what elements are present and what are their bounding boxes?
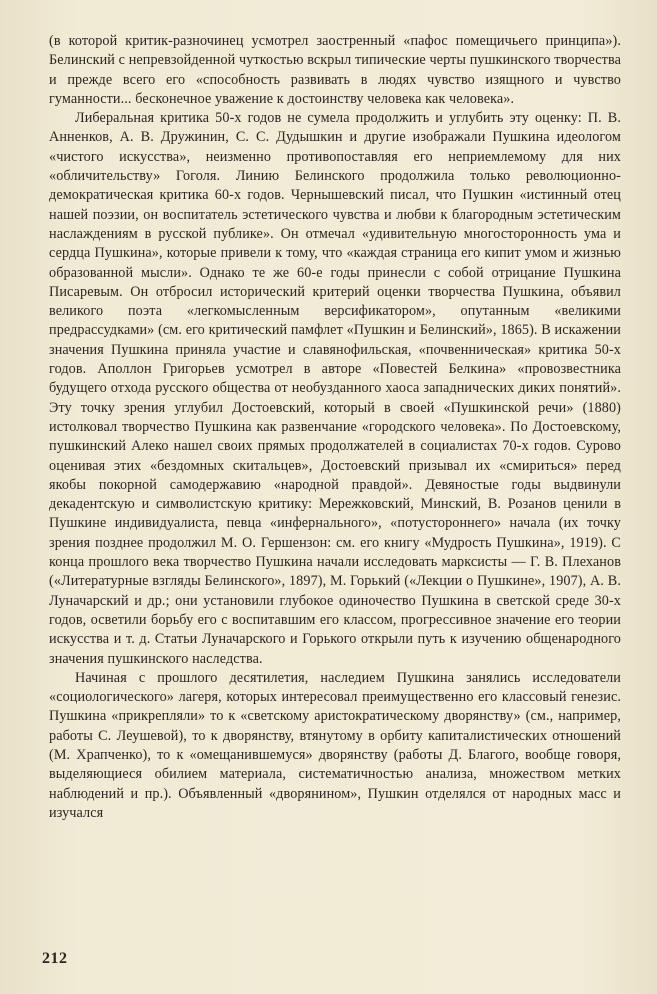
paragraph-2: Либеральная критика 50-х годов не сумела продолжить и углубить эту оценку: П. В. Анненков, А. В. Дружинин, С. С. Дудышкин и другие изображали Пушкина идеологом «чистого искусства», неизменно противопоставляя его неприемлемому для них «обличительству» Гоголя. Линию Белинского продолжила только революционно-демократическая критика 60-х годов. Чернышевский писал, что Пушкин «истинный отец нашей поэзии, он воспитатель эстетического чувства и любви к благородным эстетическим наслаждениям в русской публике». Он отмечал «удивительную многосторонность ума и сердца Пушкина», которые привели к тому, что «каждая страница его кипит умом и жизнью образованной мысли». Однако те же 60-е годы принесли с собой отрицание Пушкина Писаревым. Он отбросил исторический критерий оценки творчества Пушкина, объявил великого поэта «легкомысленным версификатором», опутанным «великими предрассудками» (см. его критический памфлет «Пушкин и Белинский», 1865). В искажении значения Пушкина приняла участие и славянофильская, «почвенническая» критика 50-х годов. Аполлон Григорьев усмотрел в авторе «Повестей Белкина» «провозвестника будущего отхода русского общества от необузданного хаоса западнических диких понятий». Эту точку зрения углубил Достоевский, который в своей «Пушкинской речи» (1880) истолковал творчество Пушкина как развенчание «городского человека». По Достоевскому, пушкинский Алеко нашел своих прямых продолжателей в социалистах 70-х годов. Сурово оценивая этих «бездомных скитальцев», Достоевский призывал их «смириться» перед якобы покорной самодержавию «народной правдой». Девяностые годы выдвинули декадентскую и символистскую критику: Мережковский, Минский, В. Розанов ценили в Пушкине индивидуалиста, певца «инфернального», «потустороннего» начала (их точку зрения позднее продолжил М. О. Гершензон: см. его книгу «Мудрость Пушкина», 1919). С конца прошлого века творчество Пушкина начали исследовать марксисты — Г. В. Плеханов («Литературные взгляды Белинского», 1897), М. Горький («Лекции о Пушкине», 1907), А. В. Луначарский и др.; они установили глубокое одиночество Пушкина в светской среде 30-х годов, осветили борьбу его с воспитавшим его классом, прогрессивное значение его теории искусства и т. д. Статьи Луначарского и Горького открыли путь к изучению общенародного значения пушкинского наследства. [49, 110, 621, 667]
paragraph-3: Начиная с прошлого десятилетия, наследием Пушкина занялись исследователи «социологического» лагеря, которых интересовал преимущественно его классовый генезис. Пушкина «прикрепляли» то к «светскому аристократическому дворянству» (см., например, работы С. Леушевой), то к дворянству, втянутому в орбиту капиталистических отношений (М. Храпченко), то к «омещанившемуся» дворянству (работы Д. Благого, вообще говоря, выделяющиеся обилием материала, систематичностью анализа, множеством метких наблюдений и пр.). Объявленный «дворянином», Пушкин отделялся от народных масс и изучался [49, 669, 621, 821]
body-text [49, 32, 621, 823]
page-number: 212 [42, 950, 68, 967]
paragraph-1: (в которой критик-разночинец усмотрел заостренный «пафос помещичьего принципа»). Белинский с непревзойденной чуткостью вскрыл типические черты пушкинского творчества и прежде всего его «способность развивать в людях чувство изящного и чувство гуманности... бесконечное уважение к достоинству человека как человека». [49, 33, 621, 107]
